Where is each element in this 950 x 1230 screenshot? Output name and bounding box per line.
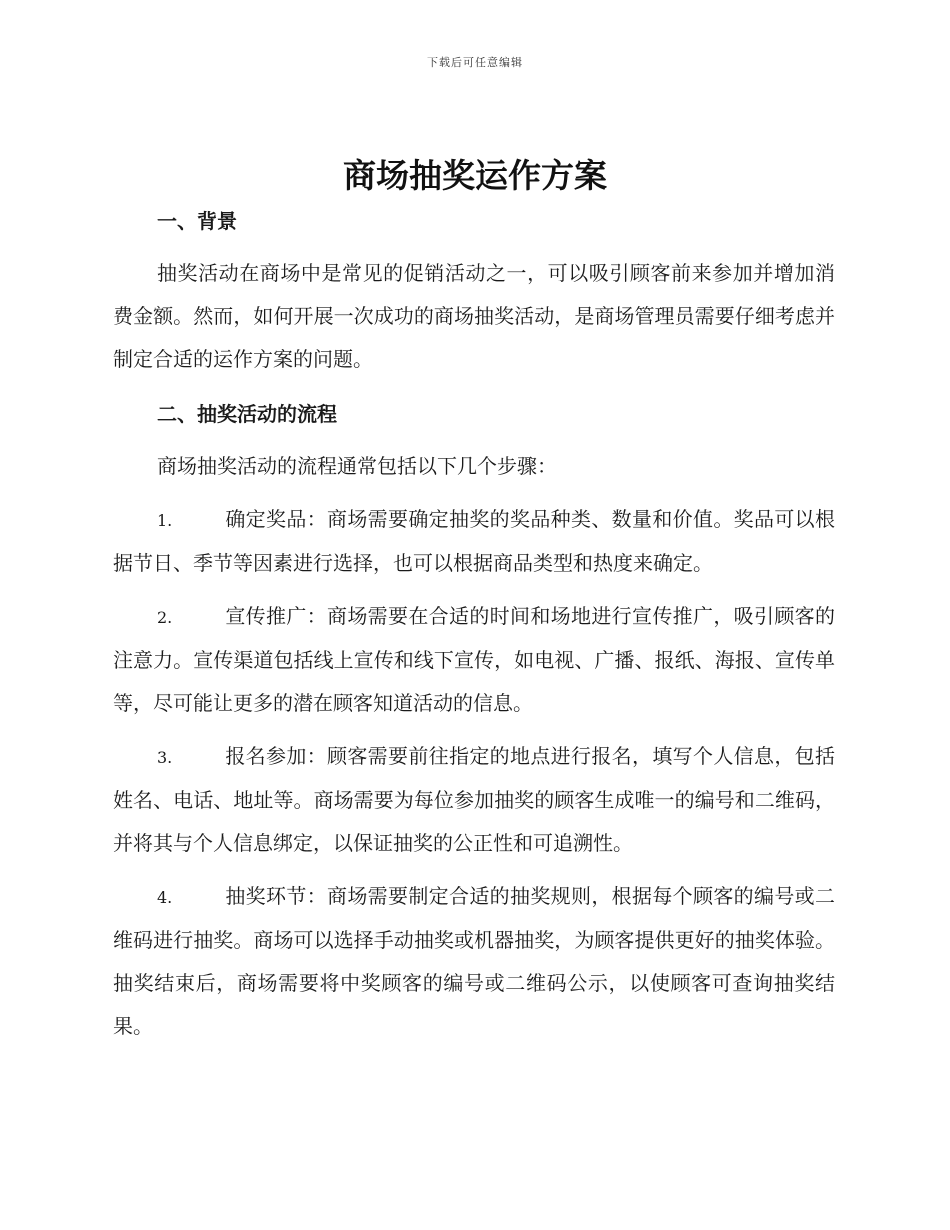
section-heading-background: 一、背景 <box>157 209 237 233</box>
list-item <box>113 735 835 865</box>
list-item-number: 2. <box>157 608 173 627</box>
header-note: 下载后可任意编辑 <box>427 56 523 69</box>
list-item-text: 宣传推广：商场需要在合适的时间和场地进行宣传推广，吸引顾客的注意力。宣传渠道包括线上宣传和线下宣传，如电视、广播、报纸、海报、宣传单等，尽可能让更多的潜在顾客知道活动的信息。 <box>113 604 835 715</box>
list-item <box>113 498 835 585</box>
document-body <box>113 200 835 1048</box>
process-intro: 商场抽奖活动的流程通常包括以下几个步骤： <box>157 454 557 478</box>
list-item-text: 确定奖品：商场需要确定抽奖的奖品种类、数量和价值。奖品可以根据节日、季节等因素进行选择，也可以根据商品类型和热度来确定。 <box>113 507 835 575</box>
list-item-number: 3. <box>157 748 173 767</box>
list-item-number: 1. <box>157 511 173 530</box>
list-item-text: 报名参加：顾客需要前往指定的地点进行报名，填写个人信息，包括姓名、电话、地址等。商场需要为每位参加抽奖的顾客生成唯一的编号和二维码，并将其与个人信息绑定，以保证抽奖的公正性和可追溯性。 <box>113 744 835 855</box>
list-item-number: 4. <box>157 888 173 907</box>
list-item <box>113 595 835 725</box>
list-item <box>113 875 835 1048</box>
document-title: 商场抽奖运作方案 <box>343 156 607 195</box>
background-paragraph: 抽奖活动在商场中是常见的促销活动之一，可以吸引顾客前来参加并增加消费金额。然而，如何开展一次成功的商场抽奖活动，是商场管理员需要仔细考虑并制定合适的运作方案的问题。 <box>113 261 835 371</box>
list-item-text: 抽奖环节：商场需要制定合适的抽奖规则，根据每个顾客的编号或二维码进行抽奖。商场可以选择手动抽奖或机器抽奖，为顾客提供更好的抽奖体验。抽奖结束后，商场需要将中奖顾客的编号或二维码公示，以使顾客可查询抽奖结果。 <box>113 884 835 1038</box>
section-heading-process: 二、抽奖活动的流程 <box>157 402 337 426</box>
